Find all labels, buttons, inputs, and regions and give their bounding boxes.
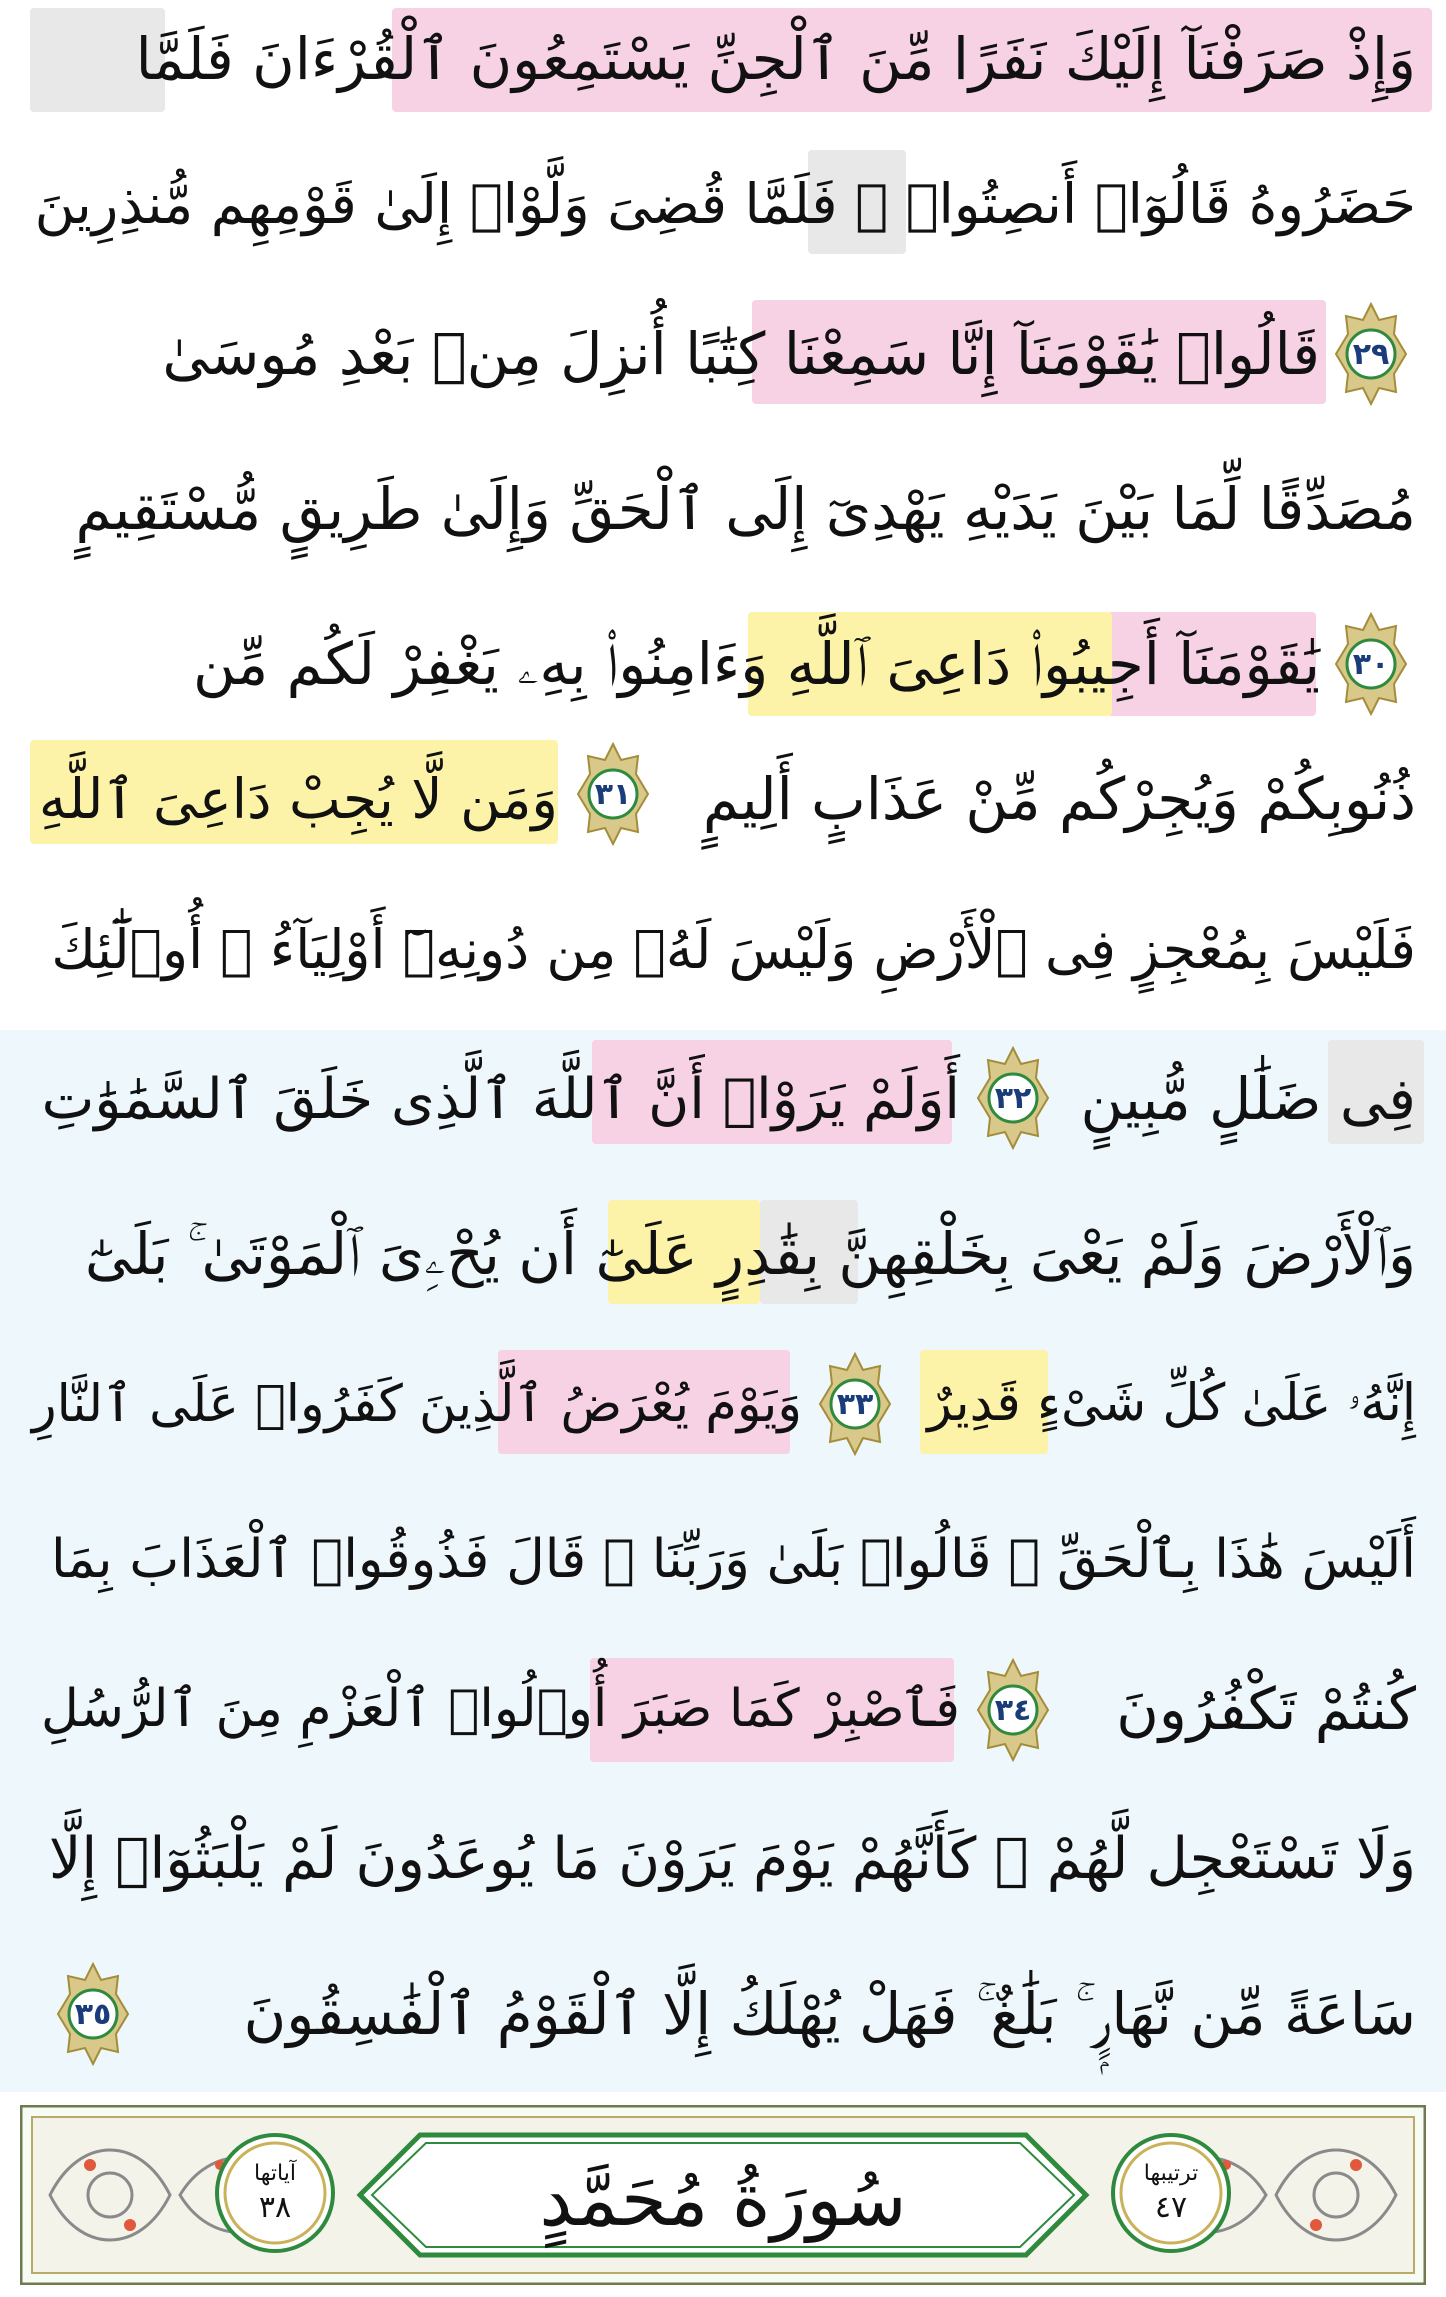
line-text: ذُنُوبِكُمْ وَيُجِرْكُم مِّنْ عَذَابٍ أَلِيمٍ <box>702 765 1416 833</box>
verse-number: ٣١ <box>594 776 632 812</box>
line-text: حَضَرُوهُ قَالُوٓا۟ أَنصِتُوا۟ ۖ فَلَمَّا قُضِىَ وَلَّوْا۟ إِلَىٰ قَوْمِهِم مُّنذِرِينَ <box>34 172 1416 236</box>
line-text: قَالُوا۟ يَٰقَوْمَنَآ إِنَّا سَمِعْنَا كِتَٰبًا أُنزِلَ مِنۢ بَعْدِ مُوسَىٰ <box>162 320 1320 388</box>
verse-number: ٣٢ <box>994 1080 1032 1116</box>
line-text: كُنتُمْ تَكْفُرُونَ <box>1116 1675 1416 1743</box>
quran-line-4 <box>30 450 1416 568</box>
line-text: وَٱلْأَرْضَ وَلَمْ يَعْىَ بِخَلْقِهِنَّ بِقَٰدِرٍ عَلَىٰٓ أَن يُحْۦِىَ ٱلْمَوْتَىٰ ۚ بَلَىٰٓ <box>84 1219 1416 1288</box>
verse-number: ٣٤ <box>994 1692 1032 1728</box>
verse-end-marker-icon <box>818 1352 892 1456</box>
line-text: فَلَيْسَ بِمُعْجِزٍ فِى ٱلْأَرْضِ وَلَيْسَ لَهُۥ مِن دُونِهِۦٓ أَوْلِيَآءُ ۚ أُو۟لَٰٓئِكَ <box>51 917 1416 981</box>
verse-end-marker-icon <box>1334 612 1408 716</box>
verse-end-marker-icon <box>576 742 650 846</box>
verse-end-marker-icon <box>56 1962 130 2066</box>
line-text: وَيَوْمَ يُعْرَضُ ٱلَّذِينَ كَفَرُوا۟ عَلَى ٱلنَّارِ <box>31 1375 802 1434</box>
quran-line-9 <box>30 1195 1416 1313</box>
surah-order-label: ترتيبها <box>1143 2161 1199 2186</box>
quran-line-8a <box>1060 1040 1416 1158</box>
line-text: يَٰقَوْمَنَآ أَجِيبُوا۟ دَاعِىَ ٱللَّهِ وَءَامِنُوا۟ بِهِۦ يَغْفِرْ لَكُم مِّن <box>192 629 1320 698</box>
quran-line-10a <box>920 1345 1416 1463</box>
quran-line-7 <box>30 890 1416 1008</box>
surah-order-value: ٤٧ <box>1154 2190 1188 2225</box>
line-text: أَلَيْسَ هَٰذَا بِٱلْحَقِّ ۖ قَالُوا۟ بَلَىٰ وَرَبِّنَا ۚ قَالَ فَذُوقُوا۟ ٱلْعَذَابَ بِمَا <box>50 1528 1416 1590</box>
quran-line-14 <box>150 1955 1416 2073</box>
line-text: أَوَلَمْ يَرَوْا۟ أَنَّ ٱللَّهَ ٱلَّذِى خَلَقَ ٱلسَّمَٰوَٰتِ <box>41 1066 960 1132</box>
verse-number: ٣٣ <box>836 1386 874 1422</box>
surah-title: سُورَةُ مُحَمَّدٍ <box>539 2157 907 2243</box>
quran-line-12a <box>1060 1650 1416 1768</box>
line-text: وَإِذْ صَرَفْنَآ إِلَيْكَ نَفَرًا مِّنَ ٱلْجِنِّ يَسْتَمِعُونَ ٱلْقُرْءَانَ فَلَمَّا <box>135 25 1416 93</box>
verse-number: ٣٥ <box>74 1996 112 2032</box>
verse-end-marker-icon <box>976 1046 1050 1150</box>
verse-number: ٢٩ <box>1352 336 1390 372</box>
quran-line-12b <box>30 1650 960 1768</box>
surah-header-banner <box>20 2105 1426 2285</box>
line-text: مُصَدِّقًا لِّمَا بَيْنَ يَدَيْهِ يَهْدِىٓ إِلَى ٱلْحَقِّ وَإِلَىٰ طَرِيقٍ مُّسْتَقِيمٍ <box>75 475 1416 543</box>
quran-line-5 <box>30 605 1320 723</box>
verse-number: ٣٠ <box>1352 646 1390 682</box>
line-text: وَلَا تَسْتَعْجِل لَّهُمْ ۚ كَأَنَّهُمْ يَوْمَ يَرَوْنَ مَا يُوعَدُونَ لَمْ يَلْبَثُوٓا۟ إِلَّا <box>48 1826 1416 1892</box>
line-text: وَمَن لَّا يُجِبْ دَاعِىَ ٱللَّهِ <box>38 767 558 831</box>
quran-line-3 <box>30 295 1320 413</box>
quran-line-10b <box>30 1345 802 1463</box>
quran-line-6b <box>30 740 558 858</box>
line-text: إِنَّهُۥ عَلَىٰ كُلِّ شَىْءٍ قَدِيرٌ <box>927 1374 1416 1433</box>
quran-line-11 <box>30 1500 1416 1618</box>
quran-line-8b <box>30 1040 960 1158</box>
quran-line-6a <box>660 740 1416 858</box>
line-text: فَٱصْبِرْ كَمَا صَبَرَ أُو۟لُوا۟ ٱلْعَزْمِ مِنَ ٱلرُّسُلِ <box>40 1679 960 1739</box>
ayat-count-medallion <box>220 2138 330 2248</box>
line-text: فِى ضَلَٰلٍ مُّبِينٍ <box>1080 1065 1416 1133</box>
ayat-count-label: آياتها <box>254 2161 296 2186</box>
quran-line-2 <box>30 145 1416 263</box>
verse-end-marker-icon <box>1334 302 1408 406</box>
quran-line-1 <box>30 0 1416 118</box>
ayat-count-value: ٣٨ <box>258 2190 292 2225</box>
quran-line-13 <box>30 1800 1416 1918</box>
verse-end-marker-icon <box>976 1658 1050 1762</box>
surah-order-medallion <box>1116 2138 1226 2248</box>
line-text: سَاعَةً مِّن نَّهَارٍۭ ۚ بَلَٰغٌ ۚ فَهَلْ يُهْلَكُ إِلَّا ٱلْقَوْمُ ٱلْفَٰسِقُونَ <box>243 1979 1416 2048</box>
